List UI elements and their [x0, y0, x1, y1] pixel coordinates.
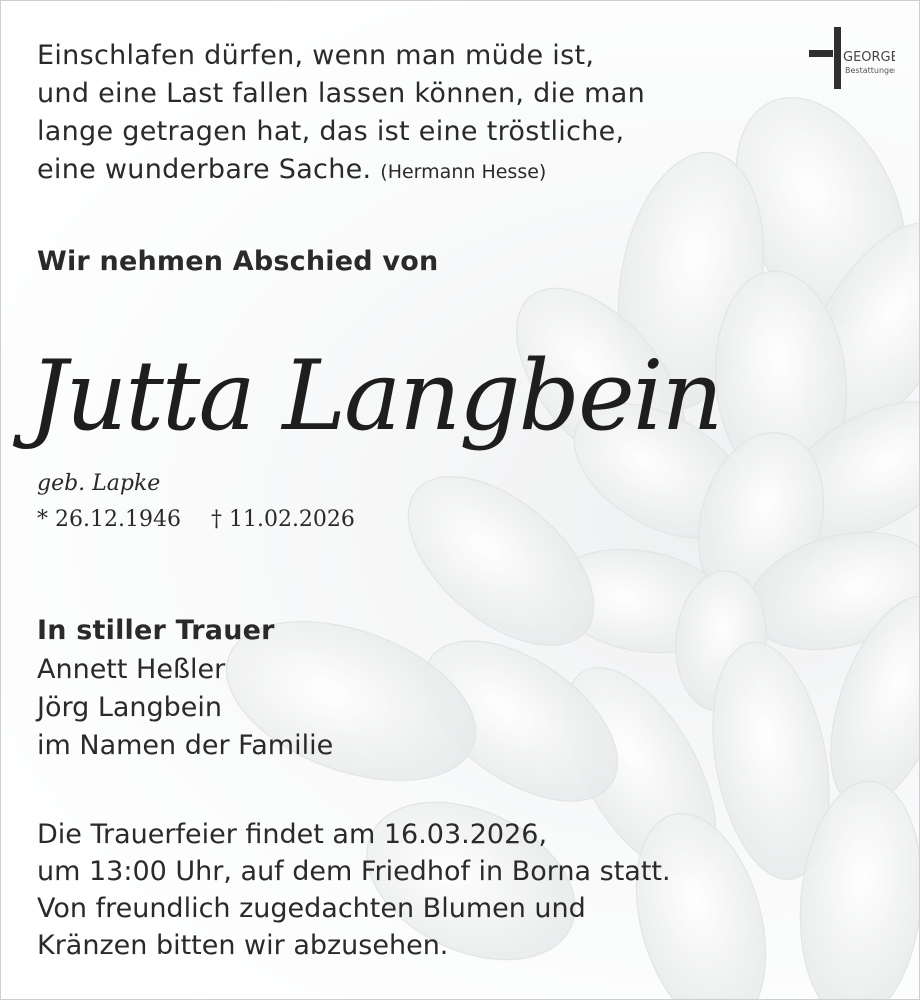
mourners-list: [37, 651, 333, 765]
quote: [37, 37, 645, 191]
notice-line: Die Trauerfeier findet am 16.03.2026,: [37, 819, 548, 850]
mourning-heading: In stiller Trauer: [37, 615, 275, 646]
notice-line: um 13:00 Uhr, auf dem Friedhof in Borna statt.: [37, 856, 671, 887]
mourner: Jörg Langbein: [37, 692, 223, 723]
quote-author: (Hermann Hesse): [380, 161, 547, 183]
mourner: im Namen der Familie: [37, 730, 334, 761]
quote-line: Einschlafen dürfen, wenn man müde ist,: [37, 40, 595, 71]
deceased-name: Jutta Langbein: [29, 340, 722, 452]
mourner: Annett Heßler: [37, 654, 226, 685]
notice-line: Kränzen bitten wir abzusehen.: [37, 930, 449, 961]
logo-text: GEORGE: [843, 50, 895, 65]
farewell-heading: Wir nehmen Abschied von: [37, 246, 439, 277]
death-date: † 11.02.2026: [210, 507, 355, 532]
quote-line: lange getragen hat, das ist eine tröstliche,: [37, 116, 625, 147]
quote-line-text: eine wunderbare Sache.: [37, 154, 372, 185]
birth-name: geb. Lapke: [37, 471, 161, 496]
quote-line: und eine Last fallen lassen können, die man: [37, 78, 646, 109]
life-dates: [37, 507, 355, 532]
logo-subtext: Bestattungen: [845, 66, 895, 75]
funeral-notice: [37, 816, 671, 964]
quote-line: [37, 151, 645, 191]
notice-line: Von freundlich zugedachten Blumen und: [37, 893, 586, 924]
birth-date: * 26.12.1946: [37, 507, 181, 532]
